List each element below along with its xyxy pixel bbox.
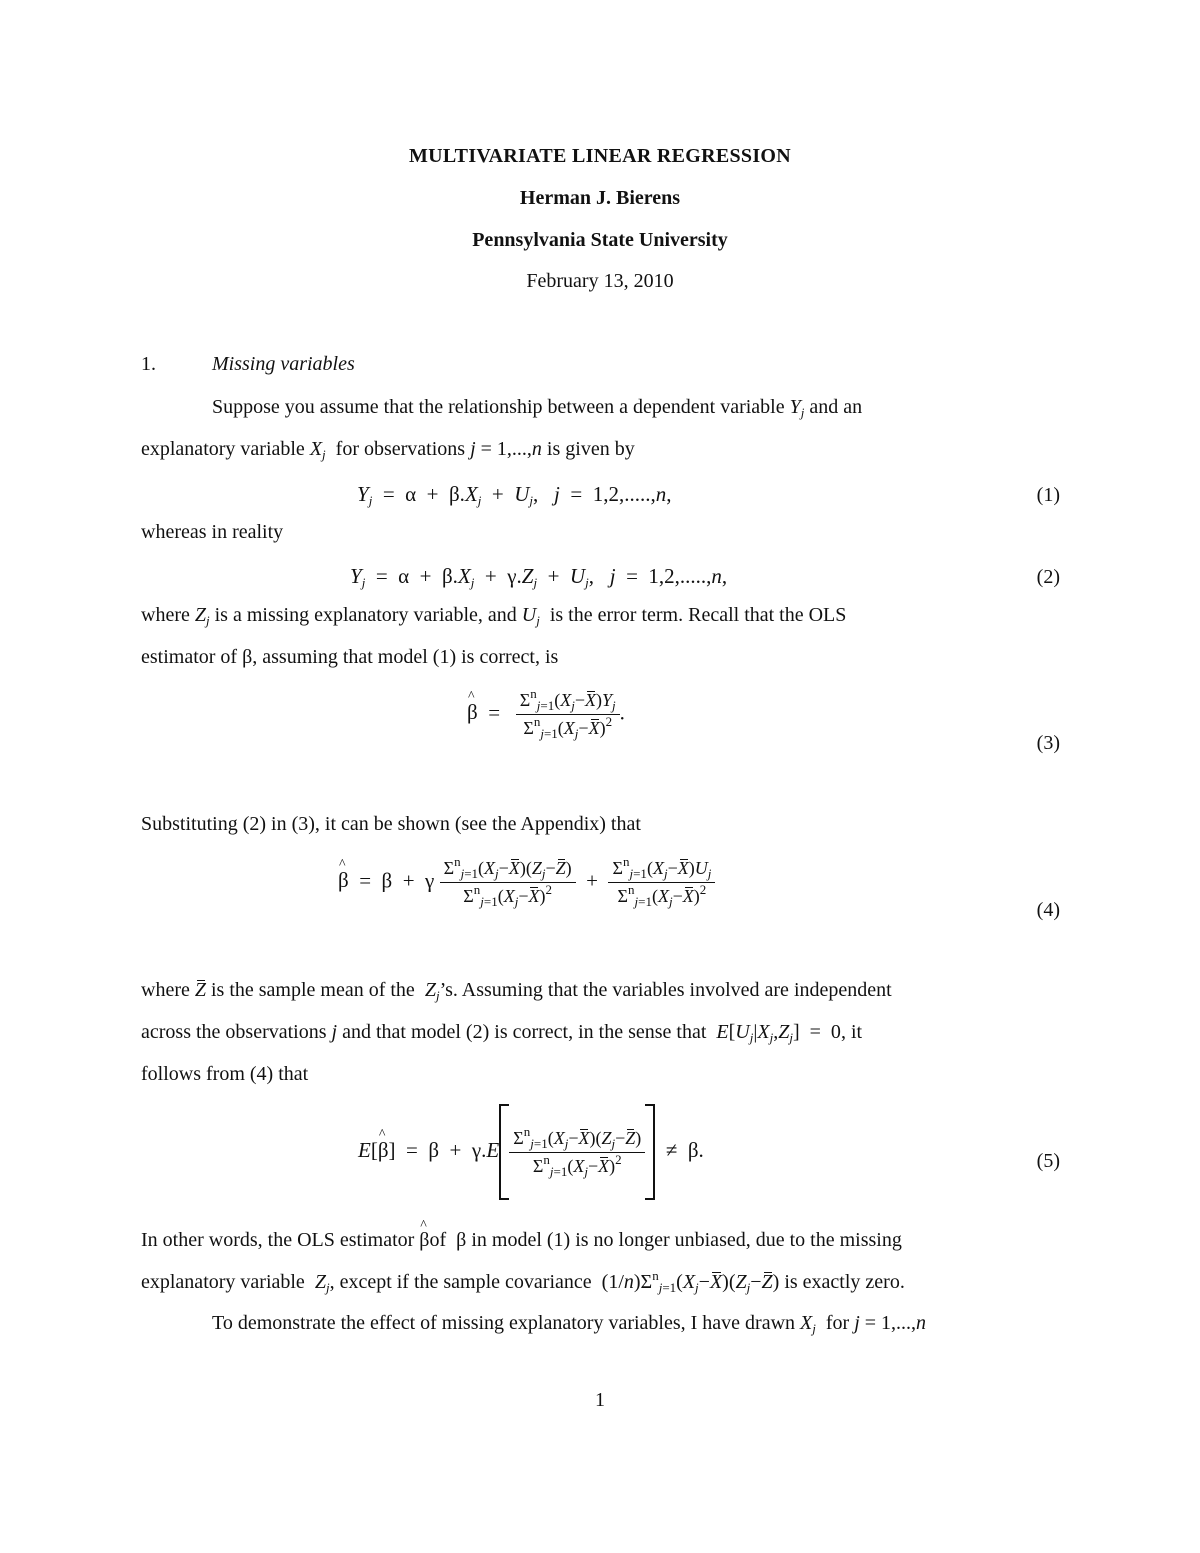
- paragraph-line: where $Z_j$ is a missing explanatory variable, and $U_j$ is the error term. Recall that the OLS: [141, 604, 847, 628]
- section-number: 1.: [141, 353, 156, 375]
- equation-number: (5): [1036, 1150, 1060, 1172]
- equation-number: (1): [1036, 484, 1060, 506]
- paragraph-line: To demonstrate the effect of missing explanatory variables, I have drawn $X_j$ for j = 1,...,n: [212, 1312, 927, 1336]
- paragraph-line: explanatory variable $Z_j$, except if the sample covariance $(1/n)\Sigma^n_{j=1}(X_j-X)(Z_j-Z)$ is exactly zero.: [141, 1268, 905, 1295]
- paragraph-line: where Z is the sample mean of the $Z_j’s$. Assuming that the variables involved are independent: [141, 979, 892, 1003]
- paragraph-line: whereas in reality: [141, 521, 284, 543]
- equation-number: (4): [1036, 899, 1060, 921]
- equation-2: $Y_j = \alpha + \beta.X_j + \gamma.Z_j + U_j$, j = 1,2,.....,n,: [350, 564, 728, 590]
- equation-1: $Y_j = \alpha + \beta.X_j + U_j$, j = 1,2,.....,n,: [357, 482, 672, 508]
- paragraph-line: follows from (4) that: [141, 1063, 309, 1085]
- equation-4: ^ β = β + γ $\frac{\Sigma^n_{j=1}(X_j-X)(Z_j-Z)}{\Sigma^n_{j=1}(X_j-X)^2}$ + $\frac{\Sigma^n_{j=1}(X_j-X)U_j}{\Sigma^n_{j=1}(X_j-X)^2}$: [338, 858, 715, 907]
- page-number: 1: [595, 1389, 605, 1411]
- paragraph-line: In other words, the OLS estimator ^ βof β in model (1) is no longer unbiased, due to the missing: [141, 1229, 1061, 1252]
- affiliation: Pennsylvania State University: [472, 229, 728, 251]
- equation-number: (3): [1036, 732, 1060, 754]
- equation-3: ^ β = $\frac{\Sigma^n_{j=1}(X_j-X)Y_j}{\Sigma^n_{j=1}(X_j-X)^2}$ .: [467, 690, 625, 739]
- paragraph-line: Suppose you assume that the relationship between a dependent variable $Y_j$ and an: [212, 396, 863, 420]
- paragraph-line: across the observations j and that model (2) is correct, in the sense that $E[U_j|X_j,Z_j] = 0$, it: [141, 1021, 863, 1045]
- publication-date: February 13, 2010: [526, 270, 674, 292]
- author-name: Herman J. Bierens: [519, 187, 681, 209]
- section-title: Missing variables: [212, 353, 355, 375]
- equation-number: (2): [1036, 566, 1060, 588]
- paragraph-line: estimator of β, assuming that model (1) is correct, is: [141, 646, 559, 668]
- paragraph-line: explanatory variable $X_j$ for observations j = 1,...,n is given by: [141, 438, 635, 462]
- paper-title: MULTIVARIATE LINEAR REGRESSION: [408, 145, 792, 167]
- equation-5: E[^ β] = β + γ.E $\frac{\Sigma^n_{j=1}(X_j-X)(Z_j-Z)}{\Sigma^n_{j=1}(X_j-X)^2}$ ≠ β.: [358, 1104, 704, 1200]
- paragraph-line: Substituting (2) in (3), it can be shown (see the Appendix) that: [141, 813, 641, 835]
